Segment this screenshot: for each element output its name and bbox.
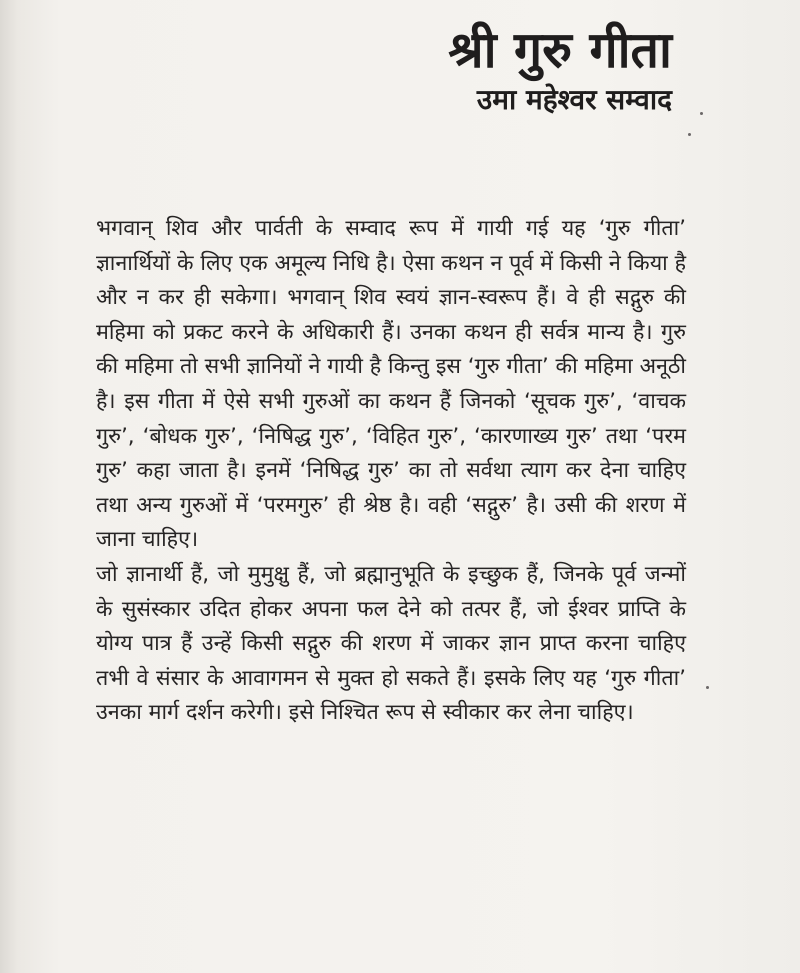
page-title: श्री गुरु गीता [448, 21, 672, 79]
paper-speck [706, 686, 709, 689]
page-subtitle: उमा महेश्वर सम्वाद [476, 83, 672, 116]
paper-speck [700, 112, 703, 115]
paragraph-1: भगवान् शिव और पार्वती के सम्वाद रूप में गायी गई यह ‘गुरु गीता’ ज्ञानार्थियों के लिए एक अमूल्य निधि है। ऐसा कथन न पूर्व में किसी ने किया है और न कर ही सकेगा। भगवान् शिव स्वयं ज्ञान-स्वरूप हैं। वे ही सद्गुरु की महिमा को प्रकट करने के अधिकारी हैं। उनका कथन ही सर्वत्र मान्य है। गुरु की महिमा तो सभी ज्ञानियों ने गायी है किन्तु इस ‘गुरु गीता’ की महिमा अनूठी है। इस गीता में ऐसे सभी गुरुओं का कथन हैं जिनको ‘सूचक गुरु’, ‘वाचक गुरु’, ‘बोधक गुरु’, ‘निषिद्ध गुरु’, ‘विहित गुरु’, ‘कारणाख्य गुरु’ तथा ‘परम गुरु’ कहा जाता है। इनमें ‘निषिद्ध गुरु’ का तो सर्वथा त्याग कर देना चाहिए तथा अन्य गुरुओं में ‘परमगुरु’ ही श्रेष्ठ है। वही ‘सद्गुरु’ है। उसी की शरण में जाना चाहिए। [96, 216, 686, 553]
paper-speck [688, 133, 691, 136]
body-text [96, 212, 686, 731]
paragraph-2: जो ज्ञानार्थी हैं, जो मुमुक्षु हैं, जो ब्रह्मानुभूति के इच्छुक हैं, जिनके पूर्व जन्मों के सुसंस्कार उदित होकर अपना फल देने को तत्पर हैं, जो ईश्वर प्राप्ति के योग्य पात्र हैं उन्हें किसी सद्गुरु की शरण में जाकर ज्ञान प्राप्त करना चाहिए तभी वे संसार के आवागमन से मुक्त हो सकते हैं। इसके लिए यह ‘गुरु गीता’ उनका मार्ग दर्शन करेगी। इसे निश्चित रूप से स्वीकार कर लेना चाहिए। [96, 561, 686, 726]
